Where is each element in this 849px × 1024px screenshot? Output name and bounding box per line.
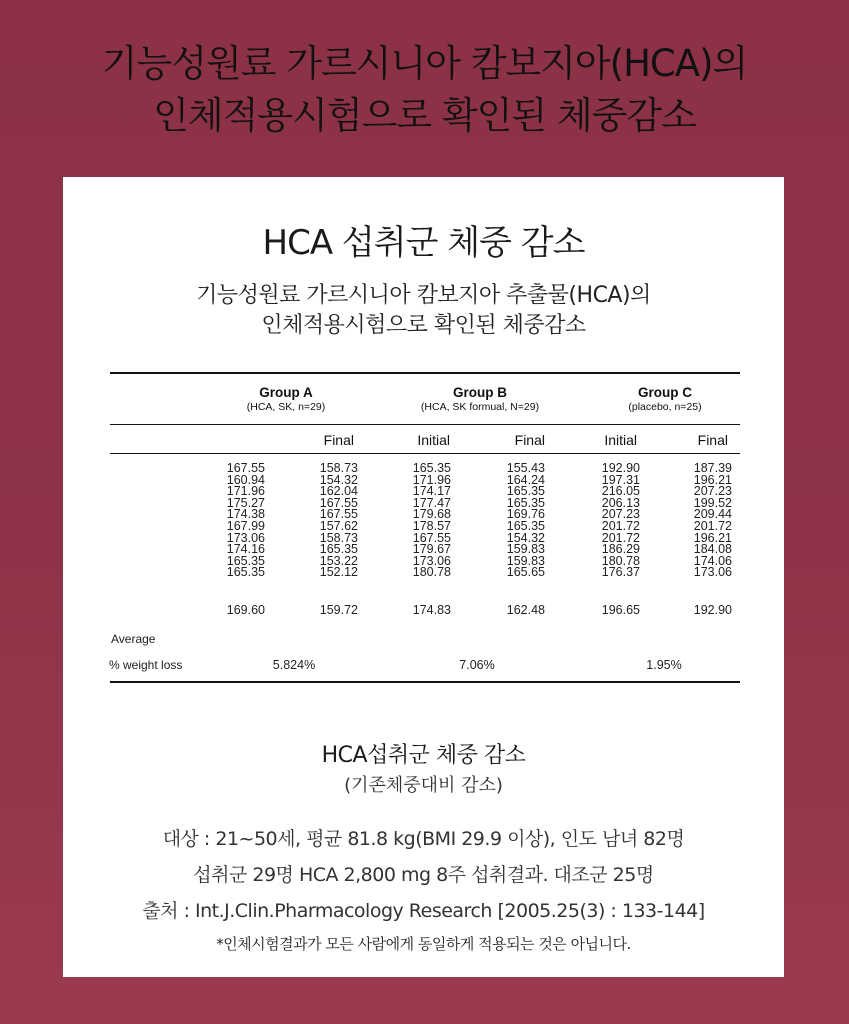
data-column-b-final xyxy=(485,463,545,579)
page-headline xyxy=(0,38,849,142)
table-cell: 153.22 xyxy=(319,553,358,568)
table-cell: 199.52 xyxy=(693,495,732,510)
table-cell: 179.67 xyxy=(412,542,451,557)
table-header-rule xyxy=(110,424,740,425)
average-label: Average xyxy=(111,632,156,646)
weight-loss-b: 7.06% xyxy=(459,658,495,672)
table-cell: 196.21 xyxy=(693,472,732,487)
table-cell: 155.43 xyxy=(506,461,545,475)
data-column-c-final xyxy=(672,463,732,579)
card-subtitle-line-2: 인체적용시험으로 확인된 체중감소 xyxy=(261,313,586,338)
col-header-c-final: Final xyxy=(697,432,728,448)
table-cell: 167.55 xyxy=(412,530,451,545)
table-cell: 165.35 xyxy=(506,495,545,510)
summary-subtitle: (기존체중대비 감소) xyxy=(344,775,503,796)
table-cell: 171.96 xyxy=(412,472,451,487)
table-cell: 201.72 xyxy=(601,530,640,545)
table-cell: 171.96 xyxy=(226,484,265,499)
group-c-desc: (placebo, n=25) xyxy=(628,401,702,413)
headline-line-1: 기능성원료 가르시니아 캄보지아(HCA)의 xyxy=(101,42,748,85)
table-cell: 201.72 xyxy=(693,518,732,533)
table-cell: 165.35 xyxy=(506,484,545,499)
table-cell: 178.57 xyxy=(412,518,451,533)
table-cell: 159.83 xyxy=(506,542,545,557)
card-title: HCA 섭취군 체중 감소 xyxy=(262,223,585,263)
table-cell: 159.83 xyxy=(506,553,545,568)
table-cell: 165.35 xyxy=(226,565,265,580)
average-a-initial: 169.60 xyxy=(226,603,265,617)
table-cell: 175.27 xyxy=(226,495,265,510)
table-cell: 184.08 xyxy=(693,542,732,557)
data-column-c-initial xyxy=(580,463,640,579)
table-cell: 177.47 xyxy=(412,495,451,510)
weight-loss-label: % weight loss xyxy=(109,658,183,672)
table-cell: 165.35 xyxy=(506,518,545,533)
data-column-a-final xyxy=(298,463,358,579)
table-cell: 167.55 xyxy=(319,495,358,510)
disclaimer: *인체시험결과가 모든 사람에게 동일하게 적용되는 것은 아닙니다. xyxy=(216,935,631,953)
group-b-header xyxy=(400,385,560,413)
col-header-b-initial: Initial xyxy=(417,432,450,448)
table-cell: 174.16 xyxy=(226,542,265,557)
table-cell: 207.23 xyxy=(693,484,732,499)
study-subjects: 대상 : 21~50세, 평균 81.8 kg(BMI 29.9 이상), 인도 남녀 82명 xyxy=(162,828,685,850)
table-cell: 180.78 xyxy=(601,553,640,568)
table-cell: 207.23 xyxy=(601,507,640,522)
average-c-final: 192.90 xyxy=(693,603,732,617)
table-cell: 192.90 xyxy=(601,461,640,475)
table-cell: 180.78 xyxy=(412,565,451,580)
table-cell: 169.76 xyxy=(506,507,545,522)
table-cell: 158.73 xyxy=(319,530,358,545)
table-cell: 167.55 xyxy=(319,507,358,522)
table-cell: 201.72 xyxy=(601,518,640,533)
table-cell: 186.29 xyxy=(601,542,640,557)
table-cell: 160.94 xyxy=(226,472,265,487)
table-cell: 197.31 xyxy=(601,472,640,487)
table-cell: 187.39 xyxy=(693,461,732,475)
group-b-desc: (HCA, SK formual, N=29) xyxy=(420,401,540,413)
group-a-name: Group A xyxy=(259,385,313,400)
table-body-rule xyxy=(110,453,740,454)
average-b-final: 162.48 xyxy=(506,603,545,617)
table-cell: 179.68 xyxy=(412,507,451,522)
weight-loss-a: 5.824% xyxy=(272,658,316,672)
table-cell: 206.13 xyxy=(601,495,640,510)
table-cell: 165.35 xyxy=(412,461,451,475)
group-c-header xyxy=(585,385,745,413)
card-subtitle xyxy=(63,281,784,341)
table-bottom-rule xyxy=(110,681,740,683)
col-header-b-final: Final xyxy=(514,432,545,448)
summary-title: HCA섭취군 체중 감소 xyxy=(321,743,526,768)
table-cell: 173.06 xyxy=(693,565,732,580)
study-card xyxy=(63,177,784,977)
table-cell: 174.38 xyxy=(226,507,265,522)
weight-loss-c: 1.95% xyxy=(646,658,682,672)
study-dosage: 섭취군 29명 HCA 2,800 mg 8주 섭취결과. 대조군 25명 xyxy=(193,864,654,886)
table-cell: 164.24 xyxy=(506,472,545,487)
table-cell: 165.35 xyxy=(226,553,265,568)
table-top-rule xyxy=(110,372,740,374)
table-cell: 165.35 xyxy=(319,542,358,557)
table-cell: 167.55 xyxy=(226,461,265,475)
table-cell: 152.12 xyxy=(319,565,358,580)
average-b-initial: 174.83 xyxy=(412,603,451,617)
data-column-a-initial xyxy=(205,463,265,579)
data-column-b-initial xyxy=(391,463,451,579)
table-cell: 209.44 xyxy=(693,507,732,522)
table-cell: 174.06 xyxy=(693,553,732,568)
study-source: 출처 : Int.J.Clin.Pharmacology Research [2005.25(3) : 133-144] xyxy=(142,900,705,922)
headline-line-2: 인체적용시험으로 확인된 체중감소 xyxy=(153,94,696,137)
table-cell: 167.99 xyxy=(226,518,265,533)
table-cell: 174.17 xyxy=(412,484,451,499)
group-c-name: Group C xyxy=(638,385,692,400)
group-a-header xyxy=(206,385,366,413)
group-b-name: Group B xyxy=(453,385,507,400)
table-cell: 176.37 xyxy=(601,565,640,580)
table-cell: 158.73 xyxy=(319,461,358,475)
table-cell: 154.32 xyxy=(319,472,358,487)
average-a-final: 159.72 xyxy=(319,603,358,617)
average-c-initial: 196.65 xyxy=(601,603,640,617)
table-cell: 196.21 xyxy=(693,530,732,545)
table-cell: 157.62 xyxy=(319,518,358,533)
col-header-c-initial: Initial xyxy=(604,432,637,448)
table-cell: 154.32 xyxy=(506,530,545,545)
table-cell: 173.06 xyxy=(226,530,265,545)
card-subtitle-line-1: 기능성원료 가르시니아 캄보지아 추출물(HCA)의 xyxy=(196,283,651,308)
col-header-a-final: Final xyxy=(323,432,354,448)
group-a-desc: (HCA, SK, n=29) xyxy=(246,401,326,413)
table-cell: 216.05 xyxy=(601,484,640,499)
table-cell: 165.65 xyxy=(506,565,545,580)
table-cell: 173.06 xyxy=(412,553,451,568)
table-cell: 162.04 xyxy=(319,484,358,499)
